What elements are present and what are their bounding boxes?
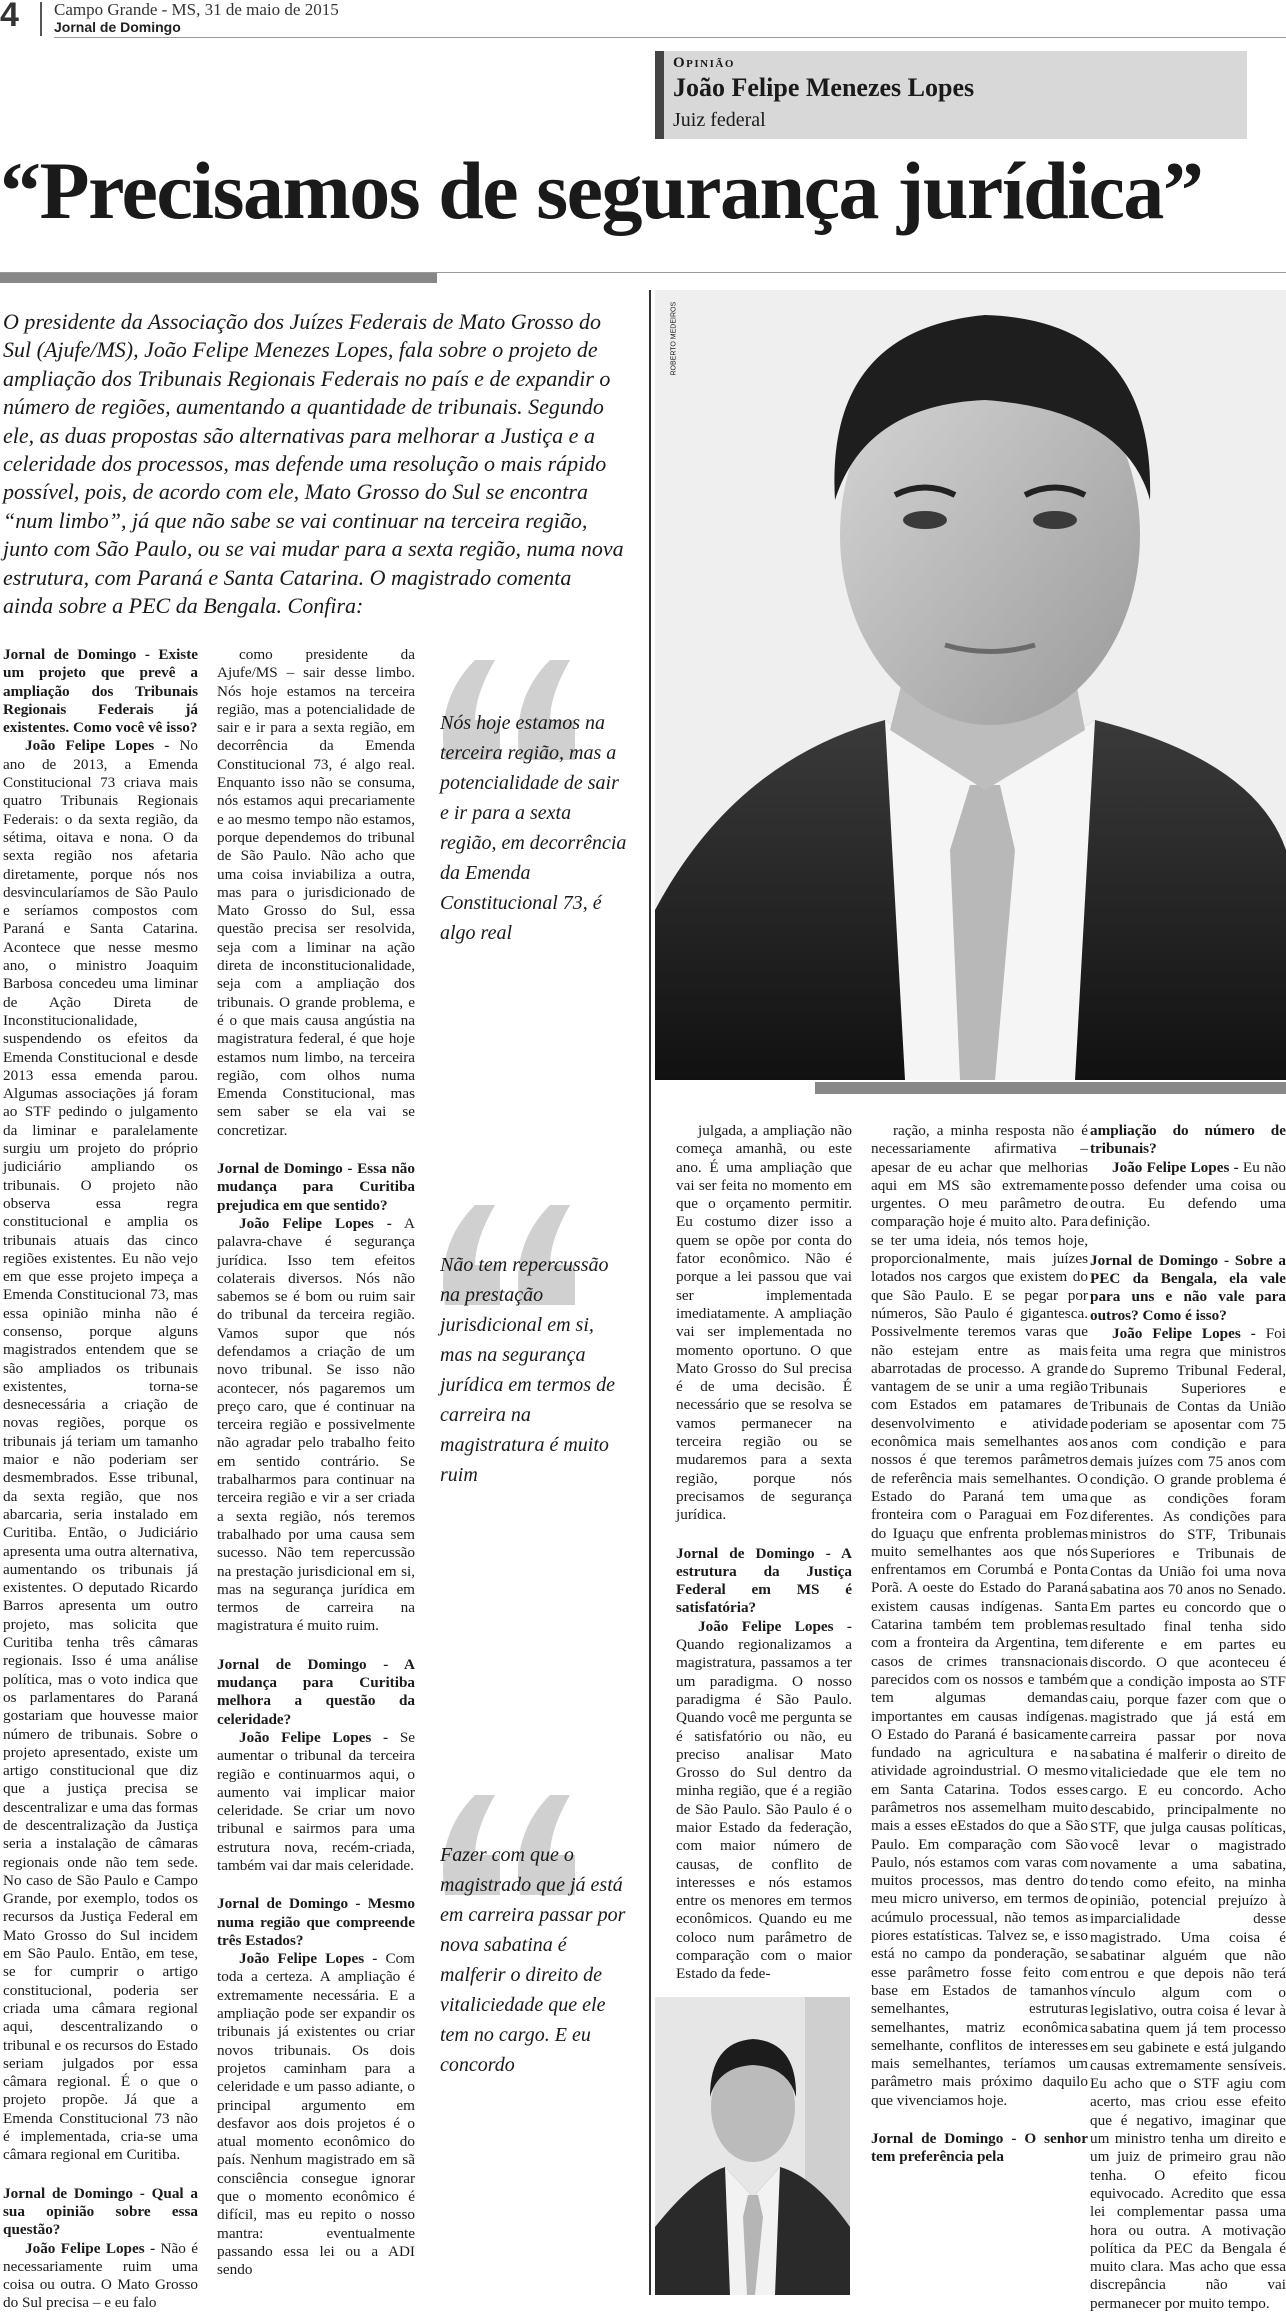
answer-text: A palavra-chave é segurança jurídica. Isso tem efeitos colaterais diversos. Nós não sabemos se é bom ou ruim sair do tribunal da terceira região. Vamos supor que nós defendamos a criação de um novo tribunal. Se isso não acontecer, nós pagaremos um preço caro, que é continuar na terceira região e possivelmente não agradar pelo trabalho feito em sentido contrário. Se trabalharmos para continuar na terceira região e vir a ser criada a sexta região, nós teremos trabalhado por uma causa sem sucesso. Não tem repercussão na prestação jurisdicional em si, mas na segurança jurídica em termos de carreira na magistratura é muito ruim.: [217, 1214, 415, 1635]
header-divider: [40, 2, 42, 36]
secondary-photo: [655, 1997, 850, 2295]
interview-question: ampliação do número de tribunais?: [1090, 1122, 1286, 1158]
answer-speaker: João Felipe Lopes -: [239, 1728, 389, 1746]
interview-answer: [217, 1950, 415, 2279]
answer-text: Eu não posso defender uma coisa ou outra. Eu defendo uma definição.: [1090, 1158, 1286, 1231]
header-city-date: Campo Grande - MS, 31 de maio de 2015: [54, 0, 339, 19]
interview-answer: [1090, 1159, 1286, 1232]
text-column-2: [217, 646, 415, 2280]
answer-speaker: João Felipe Lopes -: [698, 1617, 852, 1635]
interview-answer: [871, 1122, 1088, 2110]
answer-speaker: João Felipe Lopes -: [25, 737, 170, 755]
text-column-4: [871, 1122, 1088, 2167]
interview-answer: [676, 1618, 852, 1984]
portrait-illustration: [655, 290, 1286, 1080]
header-rule: [54, 37, 1286, 38]
interview-answer: [217, 646, 415, 1140]
interview-answer: [1090, 1325, 1286, 2313]
pullquote-3: Fazer com que o magistrado que já está em carreira passar por nova sabatina é malferir o direito de vitaliciedade que ele tem no cargo. E eu concordo: [440, 1844, 626, 2076]
page-header: [0, 0, 1286, 40]
interview-question: Jornal de Domingo - Existe um projeto que prevê a ampliação dos Tribunais Regionais Federais já existentes. Como você vê isso?: [3, 646, 198, 737]
headline: “Precisamos de segurança jurídica”: [0, 145, 1203, 236]
interview-answer: [217, 1729, 415, 1875]
portrait-small-illustration: [655, 1997, 850, 2295]
column-divider: [649, 290, 651, 2295]
interview-answer: [676, 1122, 852, 1525]
byline-accent-bar: [655, 51, 664, 139]
main-photo: [655, 290, 1286, 1080]
answer-text: Foi feita uma regra que ministros do Supremo Tribunal Federal, Tribunais Superiores e Tribunais de Contas da União poderiam se aposentar com 75 anos com condição e para demais juízes com 75 anos com condição. O grande problema é que as condições foram diferentes. As condições para ministros do STF, Tribunais Superiores e Tribunais de Contas da União foi uma nova sabatina aos 70 anos no Senado. Em partes eu concordo que o resultado final tenha sido diferente e em partes eu discordo. O que aconteceu é que a condição imposta ao STF caiu, porque fazer com que o magistrado que já está em carreira passar por nova sabatina é malferir o direito de vitaliciedade que ele tem no cargo. E eu concordo. Acho descabido, principalmente no STF, que julga causas políticas, você levar o magistrado novamente a uma sabatina, tendo como efeito, na minha opinião, potencial prejuízo à imparcialidade desse magistrado. Uma coisa é sabatinar alguém que não entrou e que depois não terá vínculo algum com o legislativo, outra coisa é levar à sabatina quem já tem processo em seu gabinete e está julgando causas extremamente sensíveis. Eu acho que o STF agiu com acerto, mas criou esse efeito que é negativo, imaginar que um ministro tenha um direito e um juiz de primeiro grau não tenha. O efeito ficou equivocado. Acredito que essa lei complementar passa uma hora ou outra. A motivação política da PEC da Bengala é muito clara. Mas acho que essa discrepância não vai permanecer por muito tempo.: [1090, 1324, 1286, 2312]
byline-box: [655, 51, 1247, 139]
answer-speaker: João Felipe Lopes -: [239, 1950, 378, 1968]
interview-question: Jornal de Domingo - Qual a sua opinião sobre essa questão?: [3, 2184, 198, 2239]
answer-text: como presidente da Ajufe/MS – sair desse limbo. Nós hoje estamos na terceira região, mas a potencialidade de sair e ir para a sexta região, em decorrência da Emenda Constitucional 73, é algo real. Enquanto isso não se consuma, nós estamos aqui precariamente e ao mesmo tempo não estamos, porque dependemos do tribunal de São Paulo. Não acho que uma coisa inviabiliza a outra, mas para o jurisdicionado de Mato Grosso do Sul, essa questão precisa ser resolvida, seja com a liminar na ação direta de inconstitucionalidade, seja com a ampliação dos tribunais. O grande problema, e é o que mais causa angústia na magistratura federal, é que hoje estamos num limbo, na terceira região, com olhos numa Emenda Constitucional, mas sem saber se ela vai se concretizar.: [217, 646, 415, 1139]
interview-answer: [217, 1215, 415, 1636]
answer-text: Quando regionalizamos a magistratura, passamos a ter um paradigma. O nosso paradigma é São Paulo. Quando você me pergunta se é satisfatório ou não, eu preciso analisar Mato Grosso do Sul dentro da minha região, que é a região de São Paulo. São Paulo é o maior Estado da federação, com maior número de causas, de conflito de interesses e nós estamos entre os menores em termos econômicos. Quando eu me coloco num parâmetro de comparação com o maior Estado da fede-: [676, 1636, 853, 1983]
answer-text: Com toda a certeza. A ampliação é extremamente necessária. E a ampliação pode ser expandir os tribunais já existentes ou criar novos tribunais. Os dois projetos caminham para a celeridade e um passo adiante, o principal argumento em desfavor aos dois projetos é o atual momento econômico do país. Nenhum magistrado em sã consciência consegue ignorar que o momento econômico é difícil, mas eu repito o nosso mantra: eventualmente passando essa lei ou a ADI sendo: [217, 1950, 415, 2279]
interview-question: Jornal de Domingo - Essa não mudança para Curitiba prejudica em que sentido?: [217, 1160, 415, 1214]
headline-bar: [0, 273, 437, 283]
text-column-1: [3, 646, 198, 2313]
author-role: Juiz federal: [673, 109, 766, 131]
answer-text: Se aumentar o tribunal da terceira região e continuarmos aqui, o aumento vai implicar maior celeridade. Se criar um novo tribunal e sairmos para uma estrutura nova, recém-criada, também vai dar mais celeridade.: [217, 1728, 416, 1874]
answer-text: julgada, a ampliação não começa amanhã, ou este ano. É uma ampliação que vai ser feita no momento em que o orçamento permitir. Eu costumo dizer isso a quem se opõe por conta do fator econômico. Não é porque a lei passou que vai ser implementada imediatamente. A ampliação vai ser implementada no momento oportuno. O que Mato Grosso do Sul precisa é de uma decisão. É necessário que se resolva se vamos permanecer na terceira região ou se mudaremos para a sexta região, porque nós precisamos de segurança jurídica.: [676, 1122, 852, 1524]
page-number: 4: [0, 0, 19, 34]
answer-speaker: João Felipe Lopes -: [239, 1214, 392, 1232]
interview-question: Jornal de Domingo - Sobre a PEC da Bengala, ela vale para uns e não vale para outros? Como é isso?: [1090, 1251, 1286, 1324]
interview-question: Jornal de Domingo - A estrutura da Justiça Federal em MS é satisfatória?: [676, 1544, 852, 1617]
interview-question: Jornal de Domingo - Mesmo numa região que compreende três Estados?: [217, 1895, 415, 1949]
interview-question: Jornal de Domingo - A mudança para Curitiba melhora a questão da celeridade?: [217, 1655, 415, 1728]
section-label: Opinião: [673, 55, 735, 71]
text-column-3: [676, 1122, 852, 1984]
lead-paragraph: O presidente da Associação dos Juízes Federais de Mato Grosso do Sul (Ajufe/MS), João Felipe Menezes Lopes, fala sobre o projeto de ampliação dos Tribunais Regionais Federais no país e de expandir o número de regiões, aumentando a quantidade de tribunais. Segundo ele, as duas propostas são alternativas para melhorar a Justiça e a celeridade dos processos, mas defende uma resolução o mais rápido possível, pois, de acordo com ele, Mato Grosso do Sul se encontra “num limbo”, já que não sabe se vai continuar na terceira região, junto com São Paulo, ou se vai mudar para a sexta região, numa nova estrutura, com Paraná e Santa Catarina. O magistrado comenta ainda sobre a PEC da Bengala. Confira:: [3, 309, 624, 619]
interview-question: Jornal de Domingo - O senhor tem preferência pela: [871, 2130, 1088, 2166]
answer-text: Não é necessariamente ruim uma coisa ou outra. O Mato Grosso do Sul precisa – e eu falo: [3, 2239, 199, 2312]
pullquote-2: Não tem repercussão na prestação jurisdicional em si, mas na segurança jurídica em termos de carreira na magistratura é muito ruim: [440, 1254, 615, 1486]
photo-bar: [815, 1082, 1286, 1094]
header-publication: Jornal de Domingo: [54, 19, 181, 35]
answer-speaker: João Felipe Lopes -: [1112, 1324, 1256, 1342]
author-name: João Felipe Menezes Lopes: [673, 73, 975, 102]
interview-answer: [3, 737, 198, 2164]
answer-speaker: João Felipe Lopes -: [1112, 1158, 1239, 1176]
answer-speaker: João Felipe Lopes -: [25, 2239, 156, 2257]
interview-answer: [3, 2240, 198, 2313]
pullquote-1: Nós hoje estamos na terceira região, mas a potencialidade de sair e ir para a sexta região, em decorrência da Emenda Constitucional 73, é algo real: [440, 712, 627, 944]
text-column-5: [1090, 1122, 1286, 2313]
answer-text: No ano de 2013, a Emenda Constitucional 73 criava mais quatro Tribunais Regionais Federais: o da sexta região, da sétima, oitava e nona. O da sexta região nos afetaria diretamente, porque nós nos desvincularíamos de São Paulo e seríamos compostos com Paraná e Santa Catarina. Acontece que nesse mesmo ano, o ministro Joaquim Barbosa concedeu uma liminar de Ação Direta de Inconstitucionalidade, suspendendo os efeitos da Emenda Constitucional e desde 2013 essa emenda parou. Algumas associações já foram ao STF pedindo o julgamento da liminar e paralelamente surgiu um projeto do próprio judiciário ampliando os tribunais. O projeto não observa essa regra constitucional e amplia os tribunais atuais das cinco regiões existentes. Eu não vejo em que esse projeto impeça a Emenda Constitucional 73, mas essa opinião minha não é consenso, porque alguns magistrados entendem que se são ampliados os tribunais existentes, torna-se desnecessária a criação de novas regiões, porque os tribunais já teriam um tamanho maior e não poderiam ser desmembrados. Esse tribunal, da sexta região, que nos abarcaria, seria instalado em Curitiba. Então, o Judiciário apresenta uma outra alternativa, aumentando os tribunais já existentes. O deputado Ricardo Barros apresenta um outro projeto, mas solicita que Curitiba tenha três câmaras regionais. Isso é uma análise política, mas o voto indica que os parlamentares do Paraná gostariam que houvesse maior número de tribunais. Sobre o projeto apresentado, existe um artigo constitucional que diz que a justiça precisa se descentralizar e uma das formas de descentralização da Justiça seria a instalação de câmaras regionais onde não tem sede. No caso de São Paulo e Campo Grande, por exemplo, todos os recursos da Justiça Federal em Mato Grosso do Sul incidem em São Paulo. Então, em tese, se for cumprir o artigo constitucional, poderia ser criada uma câmara regional aqui, descentralizando o tribunal e os recursos do Estado seriam julgados por essa câmara regional. É o que o projeto propõe. Já que a Emenda Constitucional 73 não é implementada, cria-se uma câmara regional em Curitiba.: [3, 737, 199, 2164]
answer-text: ração, a minha resposta não é necessariamente afirmativa – apesar de eu achar que melhorias aqui em MS são extremamente urgentes. O meu parâmetro de comparação hoje é muito alto. Para se ter uma ideia, nós temos hoje, proporcionalmente, mais juízes lotados nos cargos que existem do que São Paulo. E se pegar por números, São Paulo é gigantesca. Possivelmente teremos varas que não estejam entre as mais abarrotadas de processo. A grande vantagem de se unir a uma região com Estados em patamares de desenvolvimento e atividade econômica mais semelhantes aos nossos é que teremos parâmetros de referência mais semelhantes. O Estado do Paraná tem uma fronteira com o Paraguai em Foz do Iguaçu que enfrenta problemas muito semelhantes aos que nós enfrentamos em Corumbá e Ponta Porã. A oeste do Estado do Paraná existem causas indígenas. Santa Catarina também tem problemas com a fronteira da Argentina, tem casos de crimes transnacionais parecidos com os nossos e também tem algumas demandas importantes em causas indígenas. O Estado do Paraná é basicamente fundado na agricultura e na atividade agroindustrial. O mesmo em Santa Catarina. Todos esses parâmetros nos assemelham muito mais a esses eEstados do que a São Paulo. Em comparação com São Paulo, nós estamos com varas com muitos processos, mas dentro do meu micro universo, em termos de acúmulo processual, não temos as piores estatísticas. Talvez se, e isso está no campo da ponderação, se esse parâmetro fosse feito com base em Estados de tamanhos semelhantes, estruturas semelhantes, matriz econômica semelhante, conflitos de interesses mais semelhantes, teríamos um parâmetro mais próximo daquilo que vivenciamos hoje.: [871, 1122, 1088, 2109]
photo-credit: ROBERTO MEDEIROS: [670, 301, 678, 376]
